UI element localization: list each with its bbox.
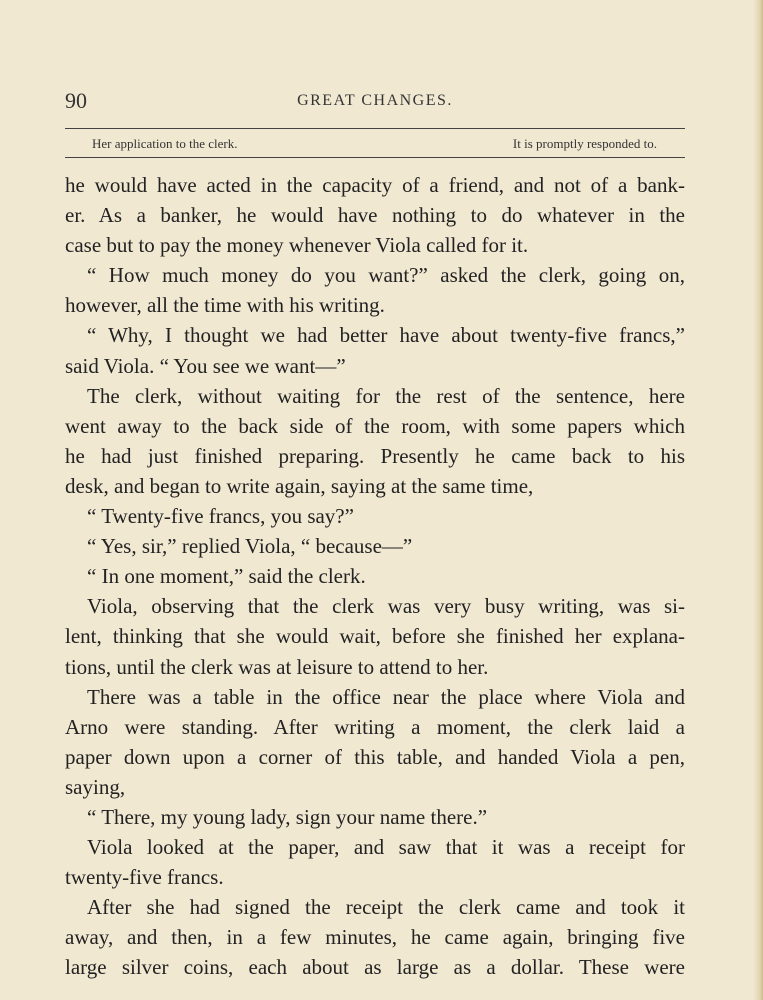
shoulder-notes [92, 136, 657, 154]
text-line: case but to pay the money whenever Viola called for it. [65, 233, 529, 258]
text-line: went away to the back side of the room, with some papers which [65, 413, 685, 438]
running-title: GREAT CHANGES. [297, 92, 453, 109]
text-line: “ How much money do you want?” asked the clerk, going on, [87, 263, 685, 288]
text-line: tions, until the clerk was at leisure to attend to her. [65, 654, 489, 679]
text-line: After she had signed the receipt the clerk came and took it [87, 895, 685, 920]
page-edge [753, 0, 763, 1000]
page-number: 90 [65, 88, 87, 113]
text-line: “ In one moment,” said the clerk. [87, 564, 366, 589]
shoulder-note-right: It is promptly responded to. [512, 136, 657, 151]
text-line: said Viola. “ You see we want—” [65, 353, 346, 378]
text-line: “ Twenty-five francs, you say?” [87, 504, 354, 529]
text-line: however, all the time with his writing. [65, 293, 385, 318]
text-line: Arno were standing. After writing a moment, the clerk laid a [65, 714, 685, 739]
text-line: “ Yes, sir,” replied Viola, “ because—” [87, 534, 413, 559]
text-line: saying, [65, 774, 126, 799]
text-line: large silver coins, each about as large as a dollar. These were [65, 955, 685, 980]
text-line: he would have acted in the capacity of a friend, and not of a bank- [65, 173, 685, 197]
text-line: er. As a banker, he would have nothing to do whatever in the [65, 203, 685, 228]
text-line: twenty-five francs. [65, 865, 224, 890]
text-line: Viola, observing that the clerk was very busy writing, was si- [87, 594, 685, 619]
text-line: There was a table in the office near the place where Viola and [87, 684, 685, 709]
text-line: Viola looked at the paper, and saw that it was a receipt for [87, 835, 685, 860]
header-rule-top [65, 128, 685, 129]
text-line: desk, and began to write again, saying at the same time, [65, 473, 534, 498]
text-line: he had just finished preparing. Presently he came back to his [65, 443, 685, 468]
header-rule-bottom [65, 157, 685, 158]
text-line: paper down upon a corner of this table, and handed Viola a pen, [65, 744, 685, 769]
shoulder-note-left: Her application to the clerk. [92, 136, 238, 151]
text-line: “ There, my young lady, sign your name there.” [87, 804, 488, 829]
text-line: away, and then, in a few minutes, he came again, bringing five [65, 925, 685, 950]
page-header [65, 88, 685, 118]
text-line: lent, thinking that she would wait, before she finished her explana- [65, 624, 685, 649]
text-line: The clerk, without waiting for the rest of the sentence, here [87, 383, 685, 408]
body-text [65, 170, 685, 983]
text-line: “ Why, I thought we had better have about twenty-five francs,” [87, 323, 685, 348]
